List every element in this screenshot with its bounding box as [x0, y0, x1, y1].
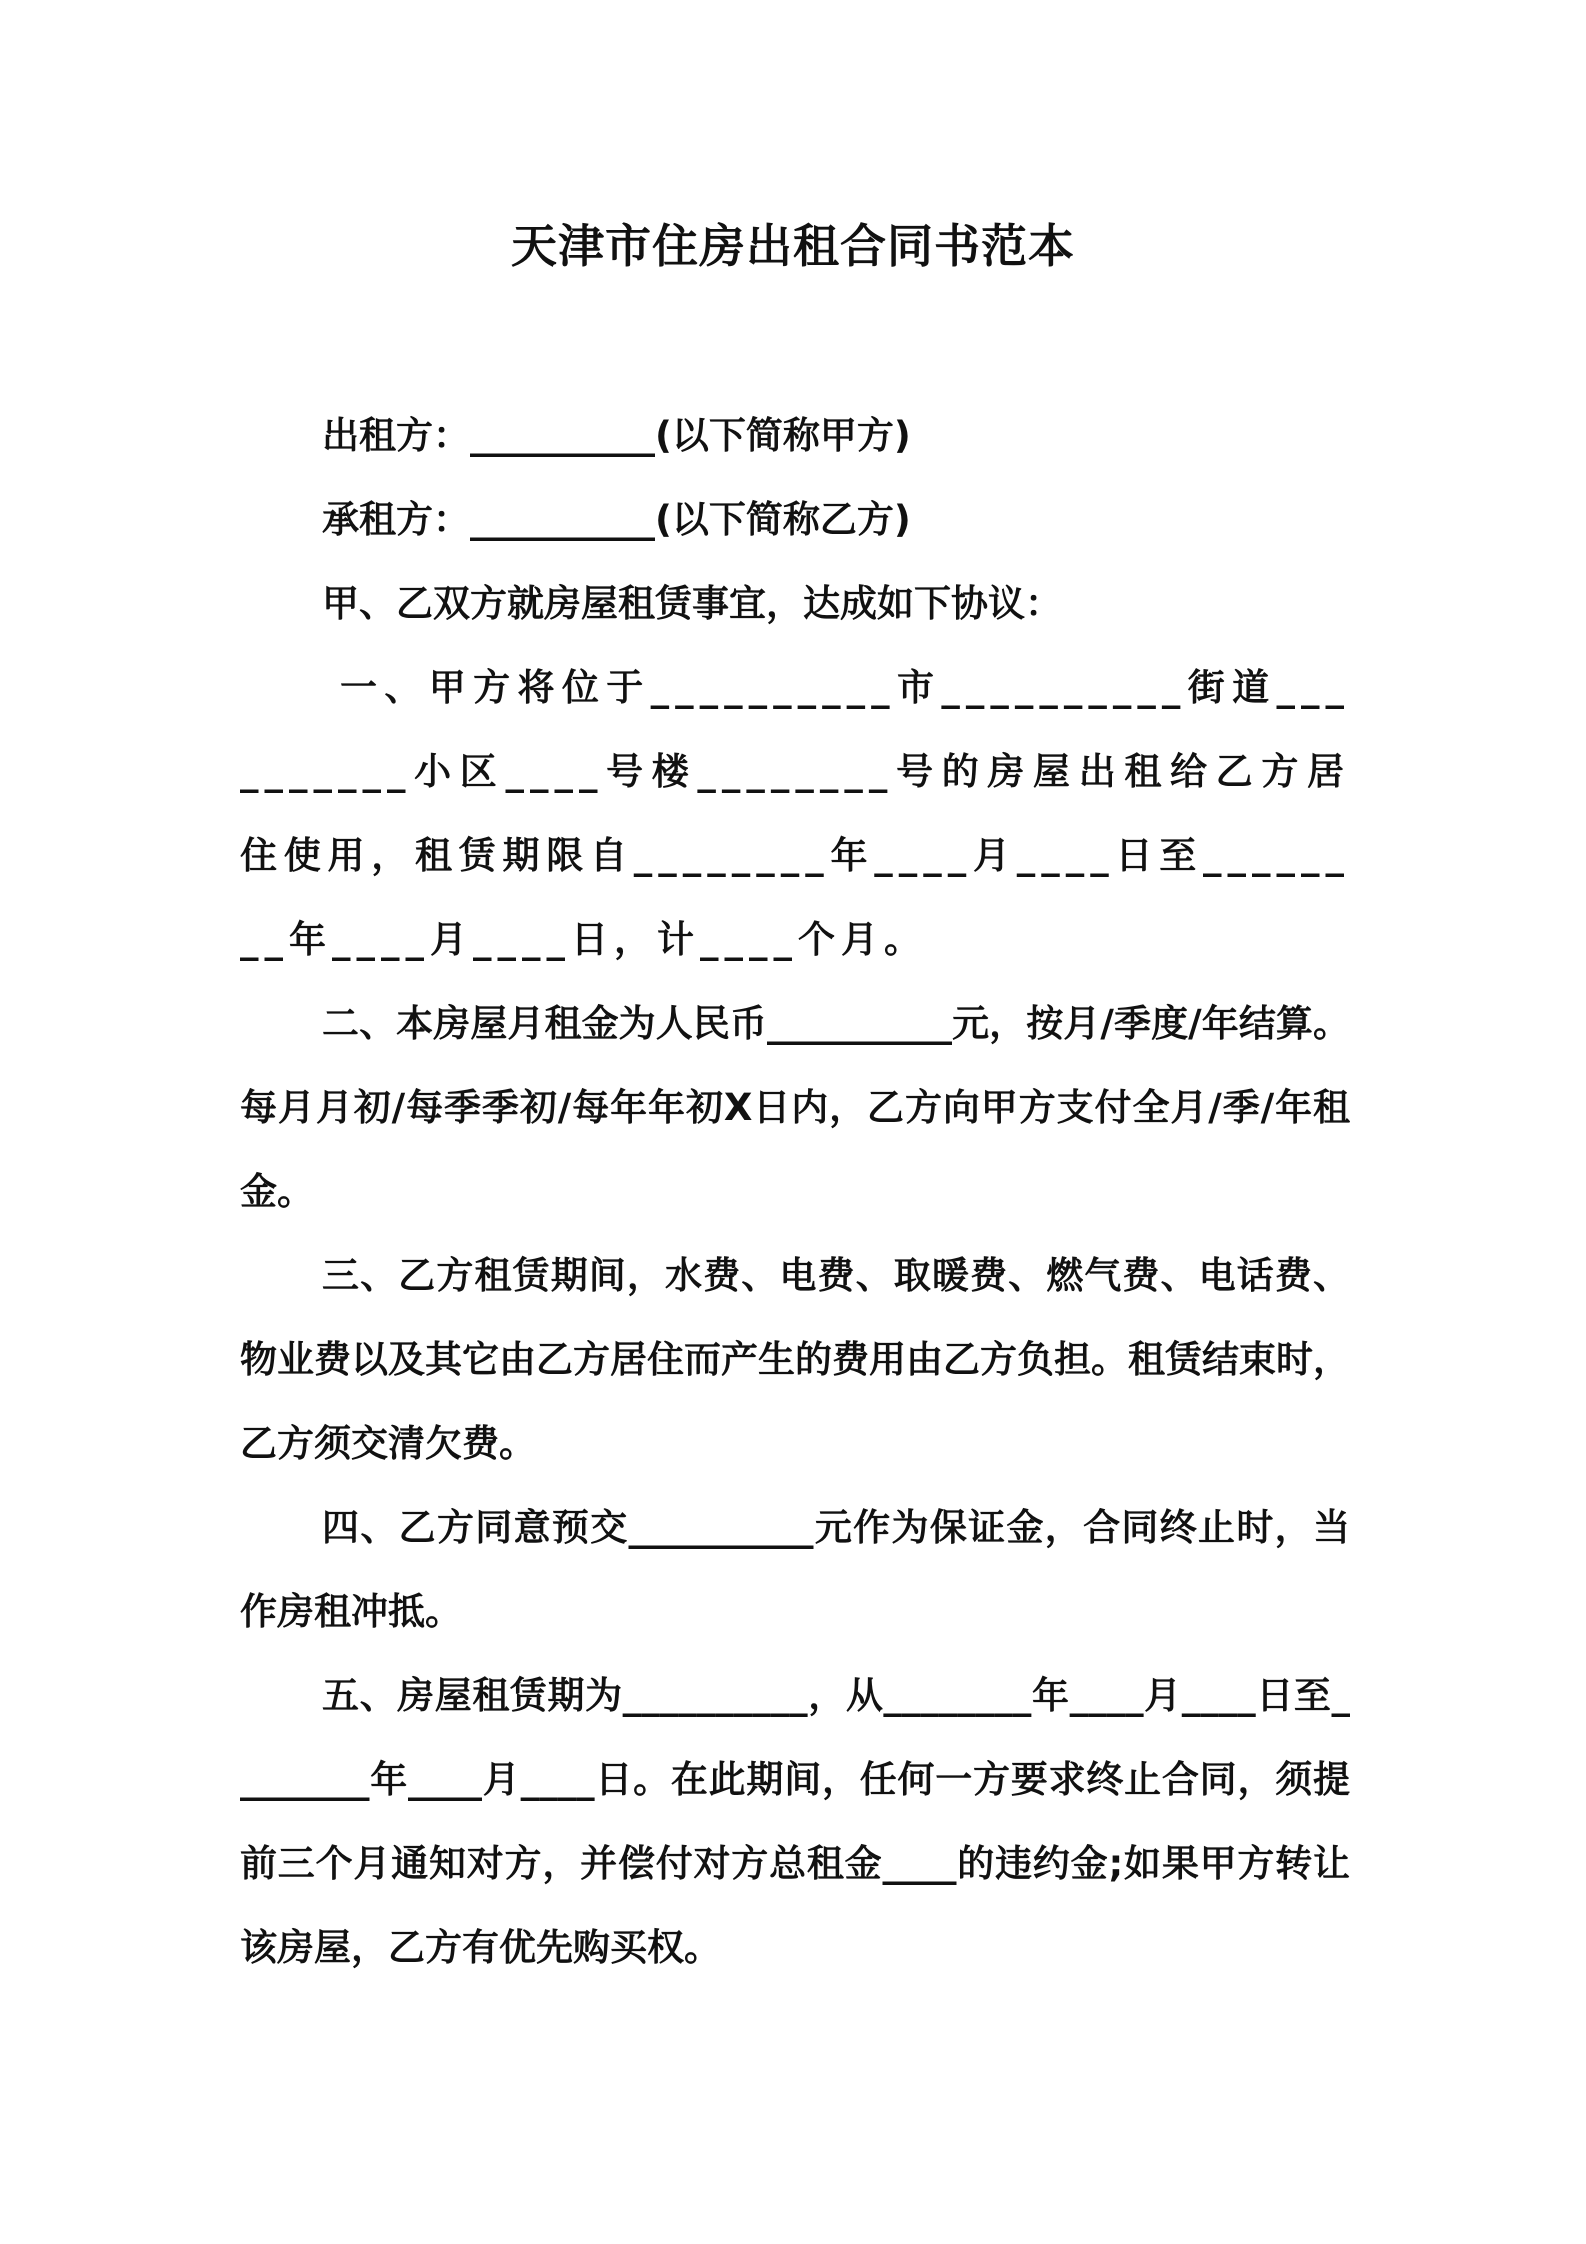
clause-5: 五、房屋租赁期为__________，从________年____月____日至________年____月____日。在此期间，任何一方要求终止合同，须提前三个月通知对方，并偿付对方总租金____的违约金;如果甲方转让该房屋，乙方有优先购买权。: [240, 1674, 1350, 1969]
document-title: 天津市住房出租合同书范本: [511, 219, 1075, 273]
lessee-line: 承租方：__________(以下简称乙方): [322, 498, 911, 541]
clause-1: 一、甲方将位于__________市__________街道__________小区____号楼________号的房屋出租给乙方居住使用，租赁期限自________年____月____日至________年____月____日，计____个月。: [240, 666, 1350, 961]
agreement-intro: 甲、乙双方就房屋租赁事宜，达成如下协议：: [322, 582, 1062, 625]
document-body: [240, 394, 1350, 1990]
clause-3: 三、乙方租赁期间，水费、电费、取暖费、燃气费、电话费、物业费以及其它由乙方居住而产生的费用由乙方负担。租赁结束时，乙方须交清欠费。: [240, 1254, 1350, 1465]
clause-4: 四、乙方同意预交__________元作为保证金，合同终止时，当作房租冲抵。: [240, 1506, 1350, 1633]
clause-2: 二、本房屋月租金为人民币__________元，按月/季度/年结算。每月月初/每季季初/每年年初X日内，乙方向甲方支付全月/季/年租金。: [240, 1002, 1350, 1213]
lessor-line: 出租方：__________(以下简称甲方): [322, 414, 911, 457]
